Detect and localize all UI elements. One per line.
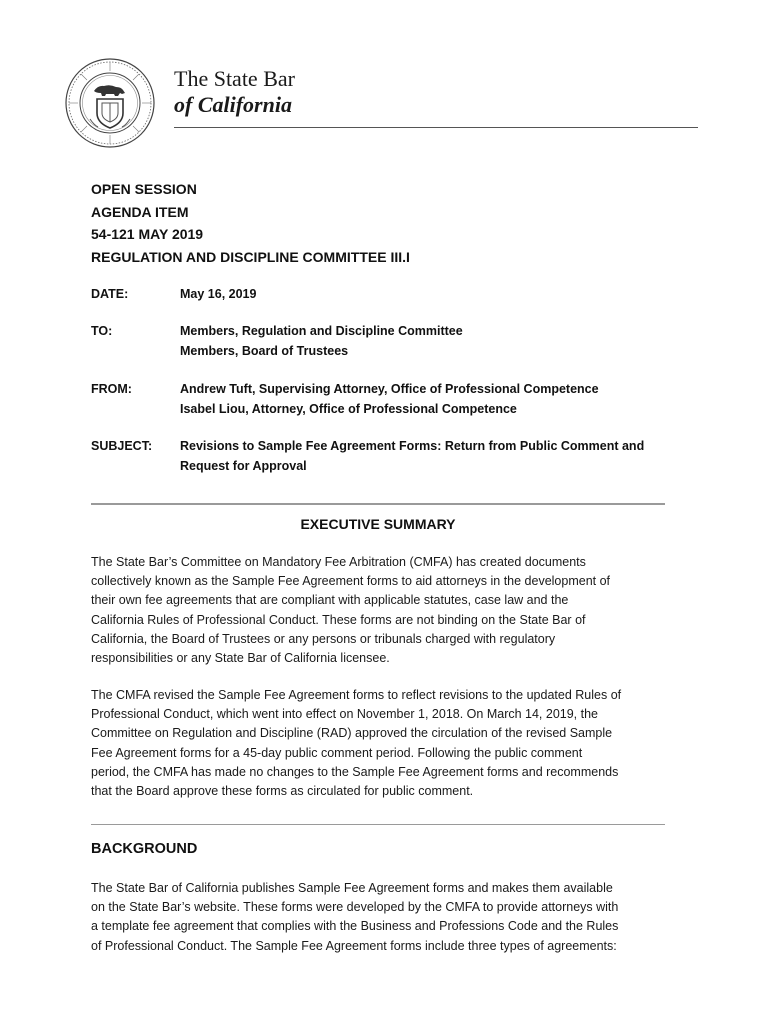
text-line: Fee Agreement forms for a 45-day public comment period. Following the public comment xyxy=(91,745,583,760)
background-heading: BACKGROUND xyxy=(91,841,198,857)
state-bar-seal-icon xyxy=(64,57,156,149)
text-line: their own fee agreements that are compliant with applicable statutes, case law and the xyxy=(91,593,569,608)
org-name-line1: The State Bar xyxy=(174,66,295,91)
to-recipient-line: Members, Regulation and Discipline Committee xyxy=(180,324,463,338)
from-label: FROM: xyxy=(91,382,132,396)
text-line: responsibilities or any State Bar of California licensee. xyxy=(91,651,390,666)
date-label: DATE: xyxy=(91,287,129,301)
section-divider xyxy=(91,824,665,825)
text-line: of Professional Conduct. The Sample Fee Agreement forms include three types of agreements: xyxy=(91,938,617,953)
letterhead-divider xyxy=(174,127,698,128)
from-sender-line: Andrew Tuft, Supervising Attorney, Office of Professional Competence xyxy=(180,382,599,396)
date-value xyxy=(180,285,700,305)
text-line: that the Board approve these forms as circulated for public comment. xyxy=(91,784,474,799)
from-sender-line: Isabel Liou, Attorney, Office of Professional Competence xyxy=(180,401,517,416)
executive-summary-paragraph-2 xyxy=(91,686,691,801)
text-line: Professional Conduct, which went into effect on November 1, 2018. On March 14, 2019, the xyxy=(91,707,599,722)
text-line: Committee on Regulation and Discipline (RAD) approved the circulation of the revised Sample xyxy=(91,726,613,741)
background-paragraph-1 xyxy=(91,879,691,956)
text-line: The CMFA revised the Sample Fee Agreement forms to reflect revisions to the updated Rules of xyxy=(91,688,622,702)
subject-line: Request for Approval xyxy=(180,458,307,473)
agenda-line-item: AGENDA ITEM xyxy=(91,203,189,220)
agenda-line-committee: REGULATION AND DISCIPLINE COMMITTEE III.I xyxy=(91,248,410,265)
subject-label: SUBJECT: xyxy=(91,439,153,453)
section-divider xyxy=(91,503,665,505)
from-value xyxy=(180,380,700,419)
text-line: on the State Bar’s website. These forms were developed by the CMFA to provide attorneys with xyxy=(91,900,619,915)
to-recipient-line: Members, Board of Trustees xyxy=(180,343,349,358)
to-label: TO: xyxy=(91,324,113,338)
org-name-line2: of California xyxy=(174,92,292,117)
date-value-line: May 16, 2019 xyxy=(180,287,257,301)
subject-line: Revisions to Sample Fee Agreement Forms: Return from Public Comment and xyxy=(180,439,645,453)
organization-name xyxy=(174,66,295,118)
text-line: California, the Board of Trustees or any persons or tribunals charged with regulatory xyxy=(91,631,556,646)
to-value xyxy=(180,322,700,361)
text-line: The State Bar of California publishes Sample Fee Agreement forms and makes them available xyxy=(91,881,613,895)
text-line: The State Bar’s Committee on Mandatory Fee Arbitration (CMFA) has created documents xyxy=(91,555,586,569)
text-line: collectively known as the Sample Fee Agreement forms to aid attorneys in the development of xyxy=(91,574,611,589)
subject-value xyxy=(180,437,700,476)
text-line: a template fee agreement that complies with the Business and Professions Code and the Rules xyxy=(91,919,619,934)
agenda-line-number: 54-121 MAY 2019 xyxy=(91,226,204,242)
agenda-header xyxy=(91,178,410,268)
agenda-line-session: OPEN SESSION xyxy=(91,181,197,197)
text-line: California Rules of Professional Conduct. These forms are not binding on the State Bar of xyxy=(91,612,586,627)
executive-summary-paragraph-1 xyxy=(91,553,691,668)
text-line: period, the CMFA has made no changes to the Sample Fee Agreement forms and recommends xyxy=(91,764,619,779)
executive-summary-heading: EXECUTIVE SUMMARY xyxy=(300,516,456,532)
